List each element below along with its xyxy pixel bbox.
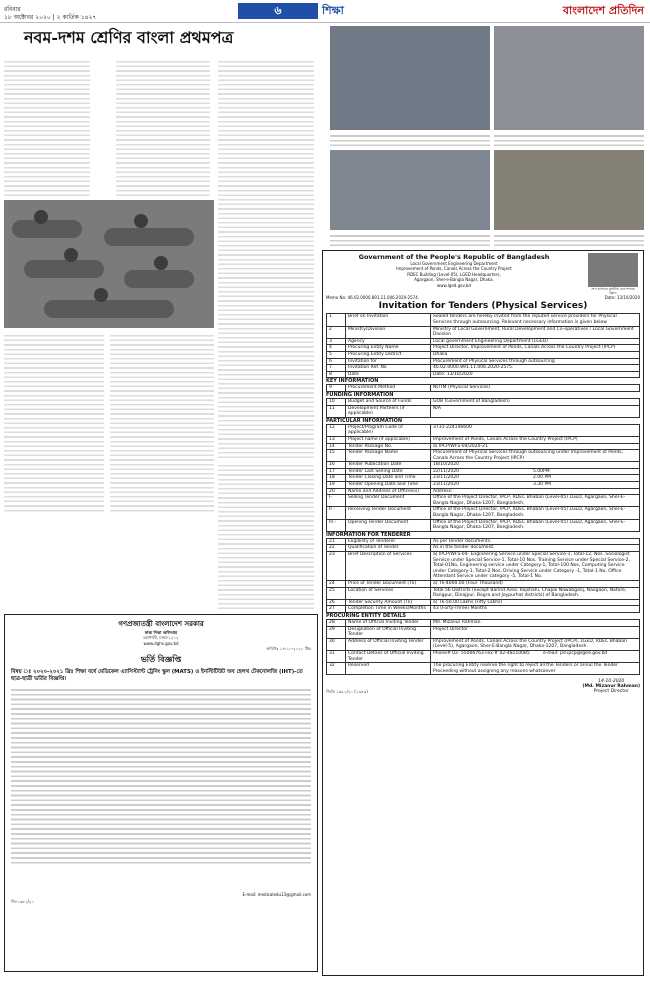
news-caption-4 [494,232,644,246]
tender-office: RDEC Building (Level-05), LGED Headquarters, [407,271,501,277]
row-value: Local government Engineering Department (LGED) [431,338,640,345]
tender-row [327,663,640,675]
row-number: 12 [327,424,346,436]
tender-project: Improvement of Ponds, Canals Across the Country Project [396,266,512,272]
tender-row [327,351,640,358]
row-label: Opening Tender Document [346,519,431,531]
tender-row [327,475,640,482]
row-number: II - [327,507,346,519]
row-number: 11 [327,405,346,417]
row-number: III - [327,519,346,531]
row-value: Dhaka [431,351,640,358]
row-number: 2 [327,326,346,338]
row-value: 23/11/2020 3.30 PM [431,482,640,489]
row-value: Address: [431,488,640,495]
row-label: Tender Security Amount (Tk) [346,599,431,606]
notice-date: তারিখঃ ১৪-১০-২০২০ খ্রিঃ [266,646,311,652]
tender-row [327,398,640,405]
tender-row [327,338,640,345]
news-caption-1 [330,132,490,146]
row-label: Invitation for [346,358,431,365]
tender-footer-id: জিডি ১৯৮০/২০ (১৯৪৯) [326,688,368,694]
tender-row [327,468,640,475]
tender-row [327,405,640,417]
notice-subject: বিষয় ঃ ২০২০-২০২১ খ্রিঃ শিক্ষা বর্ষে মেডিকেল এ্যাসিস্ট্যান্ট ট্রেনিং স্কুল (MATS) ও ইনস্টিটিউট অব হেলথ টেকনোলজি (IHT)-তে ছাত্র-ছাত্রী ভর্তির বিজ্ঞপ্তি। [11,668,303,682]
row-label: Contact Details of Official Inviting Tender [346,650,431,662]
row-label: Development Partners (if applicable) [346,405,431,417]
tender-row [327,580,640,587]
article-text-column-1 [4,58,90,198]
tender-row [327,443,640,450]
row-label: Project/Program Code (if applicable) [346,424,431,436]
news-caption-2 [494,132,644,146]
tender-row [327,436,640,443]
tender-website[interactable]: www.lged.gov.bd [436,282,472,288]
tender-row [327,599,640,606]
tender-dept: Local Government Engineering Department [410,261,498,266]
row-label: Name of Official Inviting Tender [346,619,431,626]
row-value: As in the tender document. [431,545,640,552]
page-number-badge: ৬ [238,3,318,19]
row-number: 32 [327,663,346,675]
row-number: 1 [327,314,346,326]
row-value: Improvement of Ponds, Canals Across the Country Project (IPCP), LGED, RDEC Bhaban (Level-5), Agargaon, Sher-E-Bangla Nagar, Dhaka-1207, Bangladesh. [431,638,640,650]
row-label: Name and Address of Offices(s) [346,488,431,495]
row-label: Location of Services [346,587,431,599]
notice-footer-id: জি-১৯৮১/২০ [11,899,35,905]
row-label: Brief Description of Services [346,552,431,581]
row-value: 46.02.0000.891.11.006.2020-2575. [431,365,640,372]
tenderer-heading: INFORMATION FOR TENDERER [326,531,411,538]
row-value: Procurement of Physical Services through outsourcing [431,358,640,365]
page-headline: নবম-দশম শ্রেণির বাংলা প্রথমপত্র [24,28,234,47]
newspaper-logo: বাংলাদেশ প্রতিদিন [562,4,644,17]
tender-row [327,424,640,436]
signatory-name: (Md. Mizanur Rahman) [582,684,640,690]
row-number: 14 [327,443,346,450]
notice-body [11,686,311,866]
row-label: Brief on Invitation [346,314,431,326]
row-number: 29 [327,626,346,638]
procuring-heading: PROCURING ENTITY DETAILS [326,612,406,619]
row-number: 3 [327,338,346,345]
tender-title: Invitation for Tenders (Physical Services) [378,301,588,312]
row-number: 10 [327,398,346,405]
notice-place: মহাখালী, ঢাকা-১২১২ [143,635,179,641]
tender-table-key [326,384,640,392]
classroom-photo [4,200,214,328]
row-label: Tender Publication Date [346,462,431,469]
row-number: 6 [327,358,346,365]
row-number: 28 [327,619,346,626]
row-value: 18/10/2020 [431,462,640,469]
row-value: 43 (Forty-Three) Months [431,606,640,613]
row-number: 26 [327,599,346,606]
news-photo-vc-portrait [494,26,644,130]
row-value: Project Director, Improvement of Ponds, Canals Across the Country Project (IPCP) [431,345,640,352]
row-value: 3731-224146600 [431,424,640,436]
row-number: 19 [327,482,346,489]
row-number: 21 [327,538,346,545]
row-number: 30 [327,638,346,650]
row-value: Total 56 Districts (except Barind Area: Rajshahi, Chapai Nawabganj, Naogaon, Natore, Rangpur, Dinajpur, Bogra and Joypurhat districts) of Bangladesh. [431,587,640,599]
row-value: GOB (Government of Bangladesh) [431,398,640,405]
row-number: 7 [327,365,346,372]
row-label: Designation of Official Inviting Tender [346,626,431,638]
tender-row [327,462,640,469]
row-value: Office of the Project Director, IPCP, RDEC Bhaban (Level-05) LGED, Agargaon, Sher-E-Bangla Nagar, Dhaka-1207, Bangladesh. [431,495,640,507]
row-value: Improvement of Ponds, Canals Across the Country Project (IPCP) [431,436,640,443]
row-value: a) IPCP/WFS-04/2020-21 [431,443,640,450]
tender-memo: Memo No: 46.02.0000.891.11.006.2020-2574. [326,295,420,300]
row-label: Address of Official Inviting Tender [346,638,431,650]
row-label: Tender Last Selling Date [346,468,431,475]
tender-row [327,538,640,545]
row-value: Phone# 02- 55006763 Fax # 02-48110085 e-mail: pd.ipcp@lged.gov.bd [431,650,640,662]
news-photo-seminar [494,150,644,230]
tender-row [327,371,640,378]
row-value: a) Tk-4000.00 (Four Thousand) [431,580,640,587]
tender-row [327,638,640,650]
row-value: N/A [431,405,640,417]
tender-table-tenderer [326,538,640,613]
tender-notice [322,250,644,976]
particular-heading: PARTICULAR INFORMATION [326,417,403,424]
article-text-column-6 [218,462,314,612]
notice-title: ভর্তি বিজ্ঞপ্তি [140,654,182,664]
row-label: Procuring Entity Name [346,345,431,352]
tender-row [327,626,640,638]
notice-office: স্বাস্থ্য শিক্ষা অধিদপ্তর [144,630,178,635]
tender-row [327,482,640,489]
signature-date: 14-10-2020 [598,679,625,685]
admission-notice [4,614,318,972]
article-text-column-5 [110,332,214,512]
row-label: Date [346,371,431,378]
row-label: Tender Closing Date and Time [346,475,431,482]
tender-row [327,545,640,552]
row-label: Procurement Method [346,385,431,392]
row-label: Project name (if applicable) [346,436,431,443]
tender-row [327,619,640,626]
row-label: Procuring Entity District [346,351,431,358]
notice-email[interactable]: E-mail: medicaledu13@gmail.com [242,891,311,897]
row-label: Invitation Ref. No [346,365,431,372]
row-value: The procuring Entity reserve the right to reject all the Tenders or annul the Tender Proceeding without assigning any reasons whatsoever [431,663,640,675]
row-label: Completion Time in Weeks/Months [346,606,431,613]
row-label: Receiving Tender Document [346,507,431,519]
tender-row [327,358,640,365]
tender-row [327,507,640,519]
tender-row [327,345,640,352]
tender-row [327,552,640,581]
row-value: a) Tk-50.00 Lakhs (Fifty Lakhs) [431,599,640,606]
row-number: 25 [327,587,346,599]
row-number: 24 [327,580,346,587]
article-text-column-3 [218,58,314,458]
row-label: Budget and Source of Funds [346,398,431,405]
issue-date: রবিবার ১৮ অক্টোবর ২০২০ | ২ কার্তিক ১৪২৭ [4,6,97,21]
news-photo-virtual-meeting [330,150,490,230]
row-number: 20 [327,488,346,495]
row-label: Reserved [346,663,431,675]
row-label: Tender Package Name [346,450,431,462]
row-number: 15 [327,450,346,462]
row-value: Office of the Project Director, IPCP, RDEC Bhaban (Level-05) LGED, Agargaon, Sher-E-Bangla Nagar, Dhaka-1207, Bangladesh. [431,507,640,519]
tender-row [327,519,640,531]
row-number: I- [327,495,346,507]
notice-website[interactable]: www.dghs.gov.bd [143,640,179,646]
row-number: 18 [327,475,346,482]
leader-caption: শেখ হাসিনার মূলনীতি গ্রাম শহরের উন্নতি [591,287,635,295]
row-value: NOTM (Physical Services) [431,385,640,392]
row-label: Eligibility of Tenderer [346,538,431,545]
row-label: Tender Package No. [346,443,431,450]
tender-row [327,495,640,507]
row-value: 22/11/2020 5.00PM [431,468,640,475]
tender-row [327,314,640,326]
tender-gov-title: Government of the People's Republic of Bangladesh [358,253,550,261]
tender-row [327,365,640,372]
article-text-column-2 [116,58,210,198]
row-number: 4 [327,345,346,352]
article-text-column-4 [4,332,104,512]
row-value: Project Director [431,626,640,638]
leader-portrait [588,253,638,287]
tender-table-procuring [326,619,640,675]
key-info-heading: KEY INFORMATION [326,378,379,385]
tender-date: Date: 13/10/2020 [604,295,640,300]
row-number: 17 [327,468,346,475]
news-caption-3 [330,232,490,246]
row-number: 13 [327,436,346,443]
news-photo-book-launch [330,26,490,130]
row-number: 22 [327,545,346,552]
row-label: Ministry/Division [346,326,431,338]
row-value: 23/11/2020 2.00 PM [431,475,640,482]
row-label: Qualification of Tender [346,545,431,552]
tender-row [327,587,640,599]
row-label: Selling Tender Document [346,495,431,507]
tender-row [327,650,640,662]
tender-table-main [326,313,640,378]
signatory-title: Project Director [593,689,629,695]
row-number: 8 [327,371,346,378]
row-label: Agency [346,338,431,345]
row-value: Date: 13/10/2020 [431,371,640,378]
row-number: 27 [327,606,346,613]
row-number: 16 [327,462,346,469]
tender-table-funding [326,398,640,418]
tender-table-particular [326,424,640,532]
tender-row [327,606,640,613]
row-label: Price of Tender Document (Tk) [346,580,431,587]
row-value: Md. Mizanur Rahman. [431,619,640,626]
row-number: 5 [327,351,346,358]
row-value: Sealed tenders are hereby invited from the reputed service providers for Physical Services through outsourcing. Relevant necessary information is given below [431,314,640,326]
tender-row [327,385,640,392]
row-value: Procurement of Physical Services through outsourcing under Improvement of Ponds, Canals Across the Country Project (IPCP) [431,450,640,462]
row-value: Office of the Project Director, IPCP, RDEC Bhaban (Level-05) LGED, Agargaon, Sher-E-Bangla Nagar, Dhaka-1207, Bangladesh. [431,519,640,531]
tender-row [327,450,640,462]
row-value: a) IPCP/WFS-04- Engineering Service under Special Service-1, Total-12, Nos. Sociologist Service under Special Service-1, Total-10 Nos. Training Service under Special Service-2, Total-01No, Engineering service under Category-1, Total-100 Nos, Computing Service under Category-1, Total-2 Nos, Driving Service under Category -1, Total-1 No, Office Attendant Service under category -5, Total-1 No. [431,552,640,581]
notice-gov-header: গণপ্রজাতন্ত্রী বাংলাদেশ সরকার [118,620,204,628]
tender-address: Agargaon, Sher-e-Bangla Nagar, Dhaka. [414,277,494,283]
row-value: As per tender documents. [431,538,640,545]
row-value: Ministry of Local Government, Rural Development and Co-operatives / Local Government Division [431,326,640,338]
row-number: 31 [327,650,346,662]
row-label: Tender Opening Date and Time [346,482,431,489]
row-number: 9 [327,385,346,392]
tender-row [327,488,640,495]
funding-heading: FUNDING INFORMATION [326,391,394,398]
section-title: শিক্ষা [322,4,344,17]
row-number: 23 [327,552,346,581]
tender-row [327,326,640,338]
